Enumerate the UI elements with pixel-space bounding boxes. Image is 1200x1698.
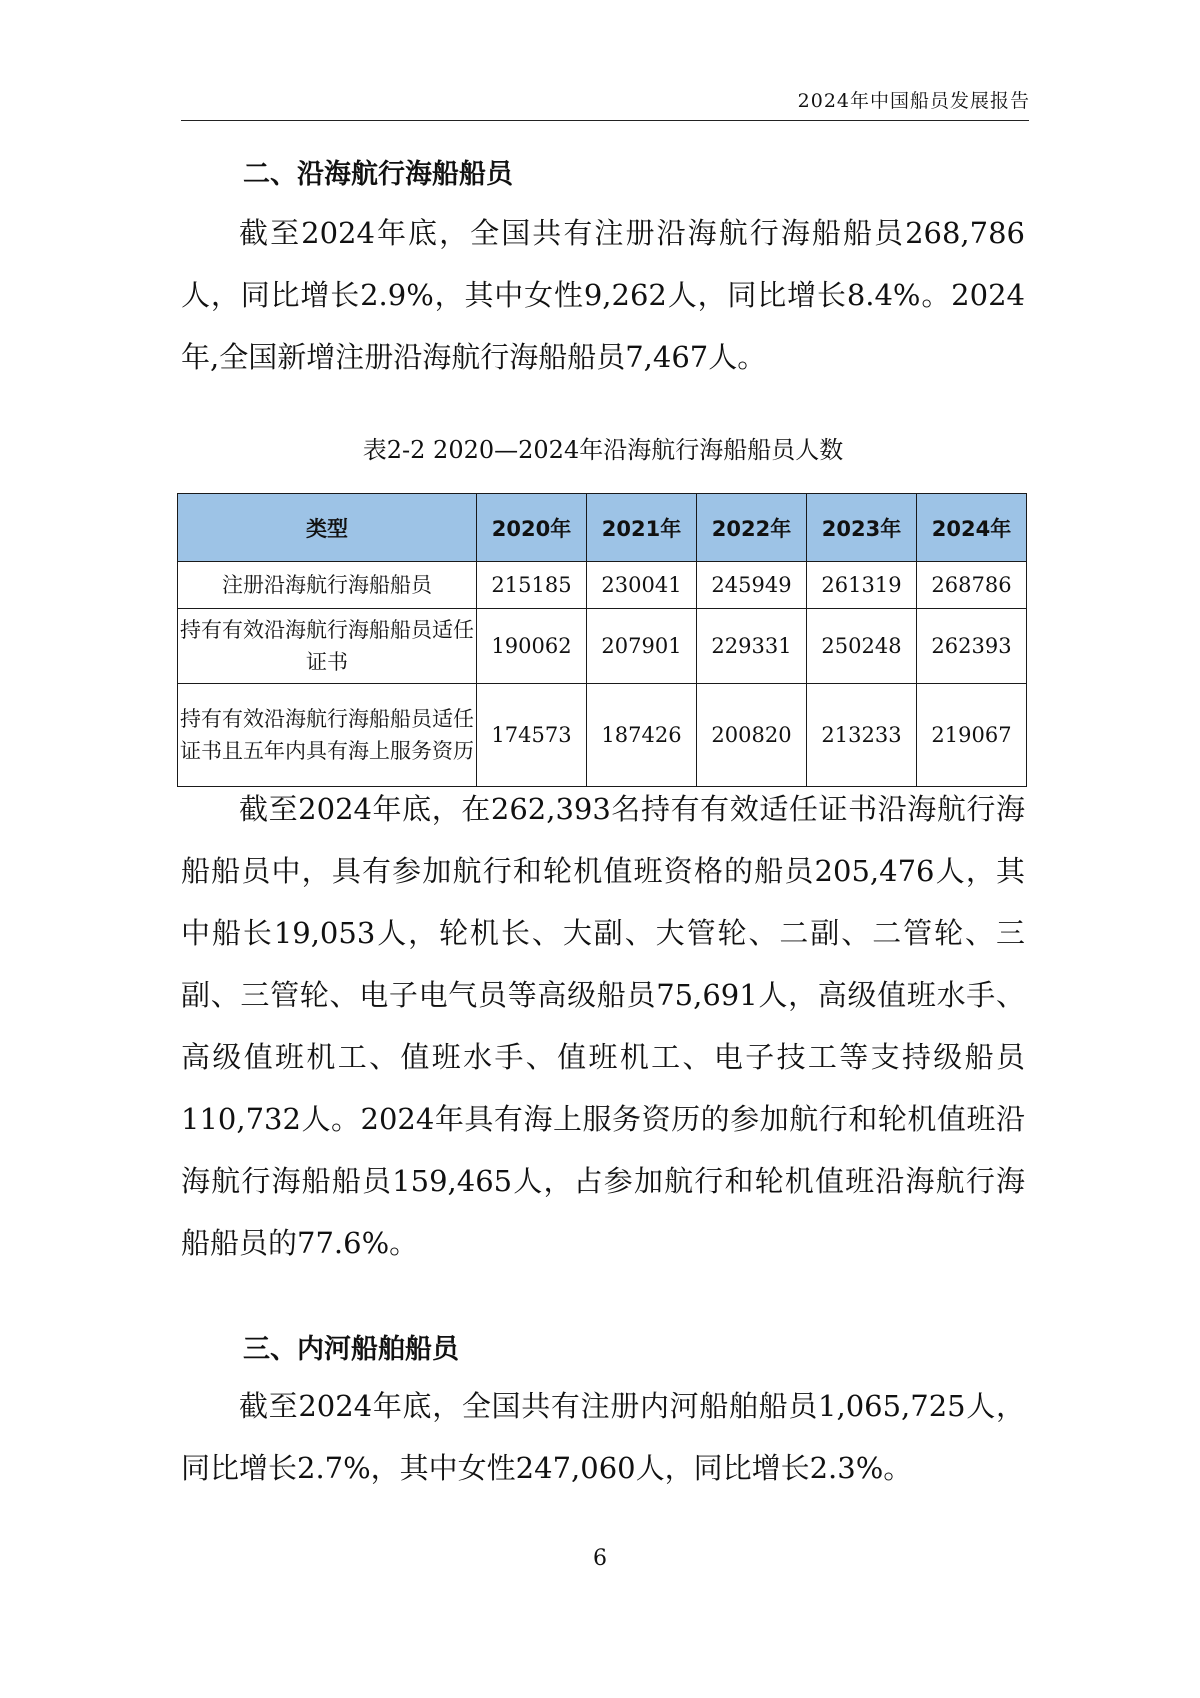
table-header-row [178, 494, 1027, 562]
table-cell: 200820 [697, 684, 807, 787]
header-cell-2023: 2023年 [807, 494, 917, 562]
row-type-label: 持有有效沿海航行海船船员适任证书 [178, 609, 477, 684]
table-caption: 表2-2 2020—2024年沿海航行海船船员人数 [362, 436, 844, 464]
header-cell-2024: 2024年 [917, 494, 1027, 562]
table-cell: 245949 [697, 562, 807, 609]
table-row [178, 562, 1027, 609]
table-cell: 174573 [477, 684, 587, 787]
table-cell: 261319 [807, 562, 917, 609]
page-number: 6 [593, 1546, 607, 1571]
table-cell: 229331 [697, 609, 807, 684]
table-cell: 190062 [477, 609, 587, 684]
running-header-title: 2024年中国船员发展报告 [797, 90, 1030, 112]
header-cell-type: 类型 [178, 494, 477, 562]
header-cell-2020: 2020年 [477, 494, 587, 562]
header-cell-2021: 2021年 [587, 494, 697, 562]
section-heading-coastal: 二、沿海航行海船船员 [243, 159, 513, 190]
table-cell: 230041 [587, 562, 697, 609]
section-heading-inland: 三、内河船舶船员 [243, 1334, 459, 1365]
table-cell: 219067 [917, 684, 1027, 787]
table-cell: 213233 [807, 684, 917, 787]
row-type-label: 持有有效沿海航行海船船员适任证书且五年内具有海上服务资历 [178, 684, 477, 787]
table-cell: 215185 [477, 562, 587, 609]
table-cell: 250248 [807, 609, 917, 684]
paragraph-inland-intro: 截至2024年底，全国共有注册内河船舶船员1,065,725人，同比增长2.7%，其中女性247,060人，同比增长2.3%。 [181, 1389, 1025, 1485]
table-cell: 187426 [587, 684, 697, 787]
table-cell: 207901 [587, 609, 697, 684]
table-cell: 262393 [917, 609, 1027, 684]
table-cell: 268786 [917, 562, 1027, 609]
paragraph-coastal-qualifications: 截至2024年底，在262,393名持有有效适任证书沿海航行海船船员中，具有参加航行和轮机值班资格的船员205,476人，其中船长19,053人，轮机长、大副、大管轮、二副、二管轮、三副、三管轮、电子电气员等高级船员75,691人，高级值班水手、高级值班机工、值班水手、值班机工、电子技工等支持级船员110,732人。2024年具有海上服务资历的参加航行和轮机值班沿海航行海船船员159,465人，占参加航行和轮机值班沿海航行海船船员的77.6%。 [181, 792, 1025, 1260]
seafarer-count-table [177, 493, 1027, 787]
table-row [178, 609, 1027, 684]
row-type-label: 注册沿海航行海船船员 [178, 562, 477, 609]
table-row [178, 684, 1027, 787]
paragraph-coastal-intro: 截至2024年底，全国共有注册沿海航行海船船员268,786人，同比增长2.9%，其中女性9,262人，同比增长8.4%。2024年,全国新增注册沿海航行海船船员7,467人。 [181, 216, 1025, 374]
header-cell-2022: 2022年 [697, 494, 807, 562]
header-divider [181, 120, 1029, 121]
